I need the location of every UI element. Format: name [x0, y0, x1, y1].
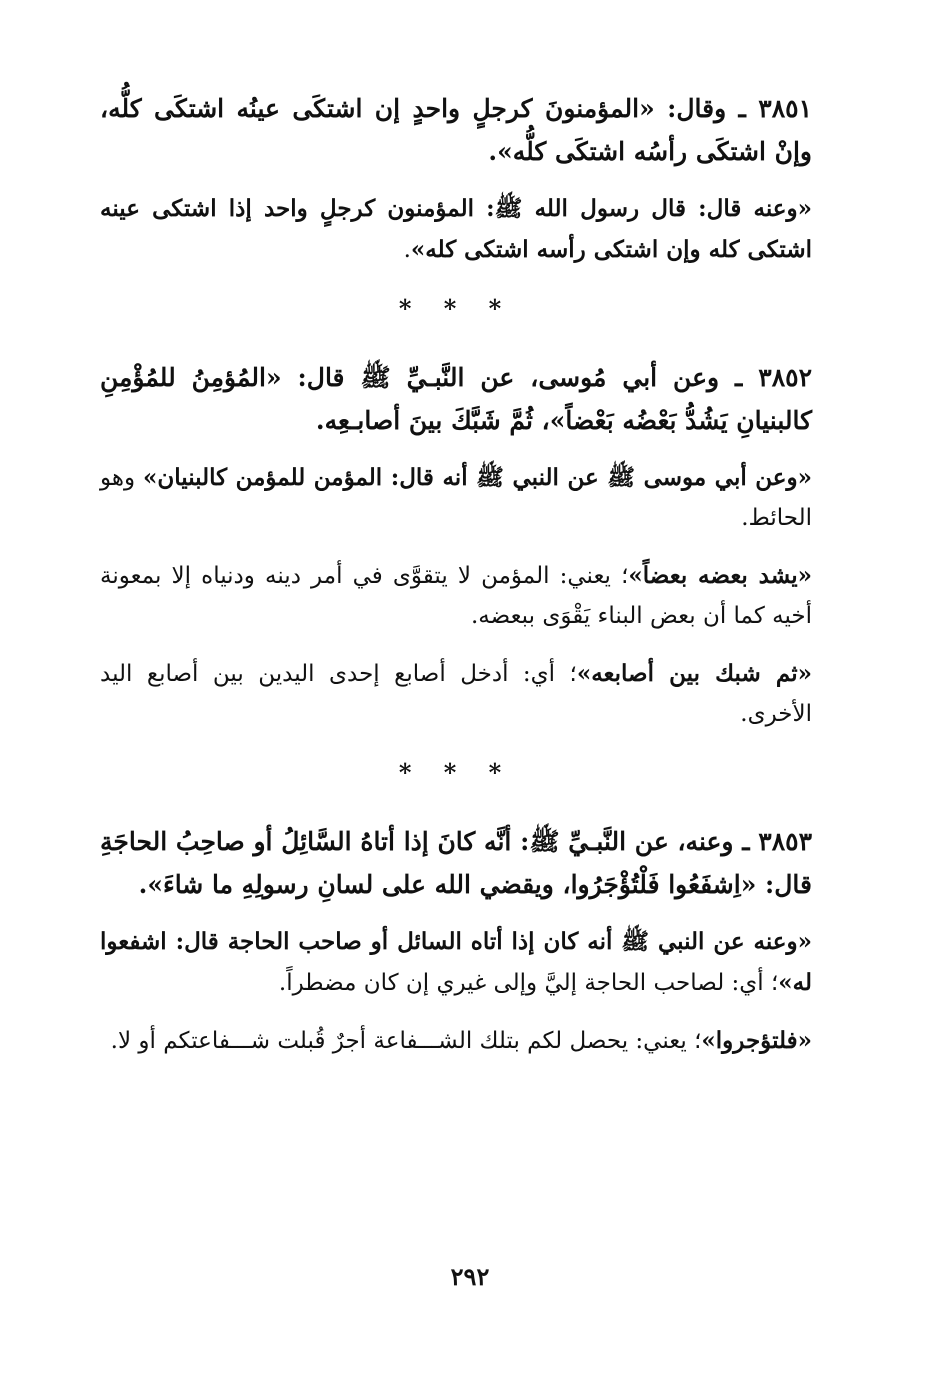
commentary-text: وهو الحائط.	[100, 465, 812, 531]
commentary-text: ؛ أي: لصاحب الحاجة إليَّ وإلى غيري إن كان مضطراً.	[278, 969, 779, 996]
page-body	[100, 88, 812, 1080]
commentary-3852-1	[100, 458, 812, 538]
commentary-3851-1	[100, 189, 812, 270]
commentary-quote: «ثم شبك بين أصابعه»	[576, 660, 812, 688]
page-number: ٢٩٢	[450, 1262, 490, 1291]
section-separator: * * *	[398, 294, 514, 324]
commentary-text: ؛ يعني: المؤمن لا يتقوَّى في أمر دينه ودنياه إلا بمعونة أخيه كما أن بعض البناء يَقْوَى ببعضه.	[100, 563, 812, 629]
commentary-text: .	[403, 236, 411, 263]
commentary-3852-3	[100, 654, 812, 734]
commentary-quote: «وعنه عن النبي ﷺ أنه كان إذا أتاه السائل أو صاحب الحاجة قال: اشفعوا له»	[100, 928, 812, 996]
section-separator: * * *	[398, 758, 514, 788]
hadith-3851: ٣٨٥١ ـ وقال: «المؤمنونَ كرجلٍ واحدٍ إن اشتكَى عينُه اشتكَى كلُّه، وإنْ اشتكَى رأسُه اشتكَى كلُّه».	[100, 94, 812, 166]
commentary-text: ؛ أي: أدخل أصابع إحدى اليدين بين أصابع اليد الأخرى.	[100, 661, 812, 727]
hadith-3853: ٣٨٥٣ ـ وعنه، عن النَّبـيِّ ﷺ: أنَّه كانَ إذا أتاهُ السَّائِلُ أو صاحِبُ الحاجَةِ قال: «اِشفَعُوا فَلْتُؤْجَرُوا، ويقضي الله على لسانِ رسولِهِ ما شاءَ».	[100, 827, 812, 899]
commentary-3852-2	[100, 556, 812, 636]
commentary-3853-2	[100, 1021, 812, 1062]
commentary-quote: «وعن أبي موسى ﷺ عن النبي ﷺ أنه قال: المؤمن للمؤمن كالبنيان»	[142, 464, 812, 492]
commentary-text: ؛ يعني: يحصل لكم بتلك الشـــفاعة أجرٌ قُبلت شـــفاعتكم أو لا.	[110, 1028, 702, 1055]
commentary-quote: «وعنه قال: قال رسول الله ﷺ: المؤمنون كرجلٍ واحد إذا اشتكى عينه اشتكى كله وإن اشتكى رأسه اشتكى كله»	[100, 195, 812, 263]
commentary-3853-1	[100, 922, 812, 1003]
hadith-3852: ٣٨٥٢ ـ وعن أبي مُوسى، عن النَّبـيِّ ﷺ قال: «المُؤمِنُ للمُؤْمِنِ كالبنيانِ يَشُدُّ بَعْضُه بَعْضاً»، ثُمَّ شَبَّكَ بينَ أصابـعِه.	[100, 363, 812, 435]
commentary-quote: «يشد بعضه بعضاً»	[628, 562, 813, 590]
commentary-quote: «فلتؤجروا»	[701, 1027, 812, 1055]
